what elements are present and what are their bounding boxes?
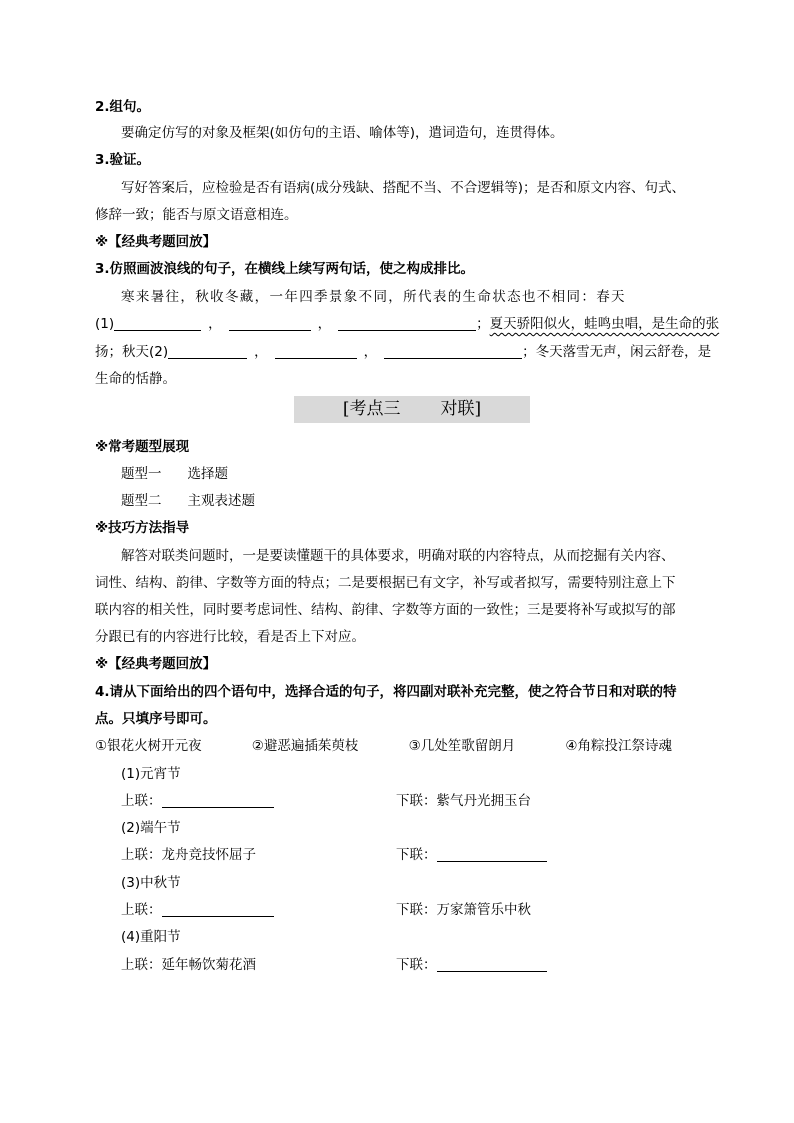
options-row (95, 736, 672, 756)
lower-couplet-label: 下联： (396, 902, 437, 918)
lower-couplet-row (396, 955, 547, 975)
answer-blank[interactable] (114, 315, 201, 331)
common-types-heading: ※常考题型展现 (95, 439, 190, 455)
text-fragment: 扬 (95, 344, 109, 360)
festival-name: (2)端午节 (121, 820, 181, 836)
section-banner-couplet (294, 396, 530, 423)
classic-review-heading: ※【经典考题回放】 (95, 656, 217, 672)
tips-heading: ※技巧方法指导 (95, 520, 190, 536)
upper-couplet-label: 上联： (121, 793, 162, 809)
lower-couplet-text: 紫气丹光拥玉台 (436, 793, 531, 809)
semicolon: ； (476, 316, 490, 332)
question-type-label: 题型一 (121, 466, 162, 482)
festival-name: (3)中秋节 (121, 875, 181, 891)
question-type-row (121, 491, 255, 511)
upper-couplet-row (121, 845, 256, 865)
comma: ， (208, 316, 222, 332)
upper-couplet-text: 龙舟竞技怀屈子 (161, 847, 256, 863)
question-type-label: 题型二 (121, 493, 162, 509)
classic-review-heading: ※【经典考题回放】 (95, 234, 217, 250)
blank-number: (1) (95, 316, 115, 332)
upper-couplet-label: 上联： (121, 902, 162, 918)
upper-couplet-label: 上联： (121, 847, 162, 863)
question-type-name: 选择题 (187, 466, 228, 482)
text-fragment: 冬天落雪无声，闲云舒卷，是 (535, 344, 712, 360)
lower-couplet-label: 下联： (396, 957, 437, 973)
comma: ， (317, 316, 332, 332)
answer-blank[interactable] (437, 956, 547, 972)
section-body-verify-line1: 写好答案后，应检验是否有语病(成分残缺、搭配不当、不合逻辑等)；是否和原文内容、句式、 (121, 180, 686, 196)
option-item: ②避恶遍插茱萸枝 (251, 738, 359, 754)
tips-line: 解答对联类问题时，一是要读懂题干的具体要求，明确对联的内容特点，从而挖掘有关内容、 (121, 548, 675, 564)
festival-name: (4)重阳节 (121, 929, 181, 945)
lower-couplet-row (396, 845, 547, 865)
tips-line: 分跟已有的内容进行比较，看是否上下对应。 (95, 629, 365, 645)
option-item: ①银花火树开元夜 (95, 738, 202, 754)
section-heading-verify: 3.验证。 (95, 152, 151, 168)
section-heading-compose: 2.组句。 (95, 99, 151, 115)
option-item: ④角粽投江祭诗魂 (565, 738, 672, 754)
lower-couplet-label: 下联： (396, 793, 437, 809)
answer-blank[interactable] (162, 792, 274, 808)
option-item: ③几处笙歌留朗月 (408, 738, 516, 754)
upper-couplet-label: 上联： (121, 957, 162, 973)
answer-blank[interactable] (162, 901, 274, 917)
section-body-compose: 要确定仿写的对象及框架(如仿句的主语、喻体等)，遣词造句，连贯得体。 (121, 125, 564, 141)
answer-blank[interactable] (338, 315, 476, 331)
wavy-underlined-sentence: 夏天骄阳似火，蛙鸣虫唱，是生命的张 (489, 316, 720, 332)
question-type-name: 主观表述题 (187, 493, 255, 509)
question-3-passage-line3 (95, 342, 711, 362)
blank-number: (2) (149, 344, 169, 360)
question-type-row (121, 464, 228, 484)
lower-couplet-text: 万家箫管乐中秋 (436, 902, 531, 918)
festival-name: (1)元宵节 (121, 766, 181, 782)
banner-right: 对联] (440, 399, 482, 419)
question-3-passage-line2 (95, 314, 719, 334)
answer-blank[interactable] (275, 343, 357, 359)
question-3-stem: 3.仿照画波浪线的句子，在横线上续写两句话，使之构成排比。 (95, 261, 475, 277)
answer-blank[interactable] (168, 343, 247, 359)
section-body-verify-line2: 修辞一致；能否与原文语意相连。 (95, 207, 298, 223)
tips-line: 词性、结构、韵律、字数等方面的特点；二是要根据已有文字，补写或者拟写，需要特别注意上下 (95, 575, 676, 591)
semicolon: ； (522, 344, 536, 360)
comma: ， (254, 344, 268, 360)
banner-left: [考点三 (342, 399, 401, 419)
comma: ， (363, 344, 378, 360)
answer-blank[interactable] (437, 846, 547, 862)
answer-blank[interactable] (229, 315, 311, 331)
question-3-passage-line1: 寒来暑往，秋收冬藏，一年四季景象不同，所代表的生命状态也不相同：春天 (121, 289, 626, 305)
upper-couplet-row (121, 791, 274, 811)
question-3-passage-line4: 生命的恬静。 (95, 371, 176, 387)
upper-couplet-row (121, 900, 274, 920)
question-4-stem-line1: 4.请从下面给出的四个语句中，选择合适的句子，将四副对联补充完整，使之符合节日和对联的特 (95, 684, 677, 700)
answer-blank[interactable] (384, 343, 522, 359)
lower-couplet-label: 下联： (396, 847, 437, 863)
upper-couplet-row (121, 955, 256, 975)
upper-couplet-text: 延年畅饮菊花酒 (161, 957, 256, 973)
text-fragment: ；秋天 (108, 344, 149, 360)
lower-couplet-row (396, 900, 531, 920)
tips-line: 联内容的相关性，同时要考虑词性、结构、韵律、字数等方面的一致性；三是要将补写或拟写的部 (95, 602, 676, 618)
question-4-stem-line2: 点。只填序号即可。 (95, 711, 217, 727)
lower-couplet-row (396, 791, 531, 811)
